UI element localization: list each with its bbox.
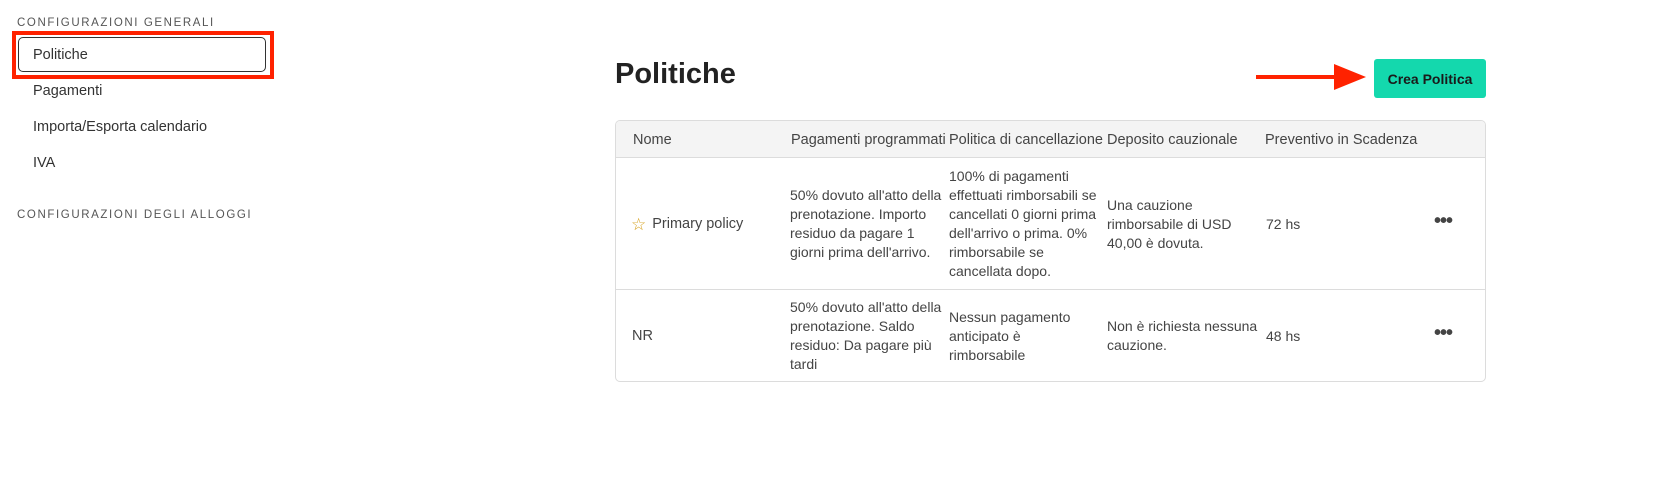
table-header bbox=[616, 121, 1485, 158]
general-settings-title: CONFIGURAZIONI GENERALI bbox=[17, 17, 215, 29]
sidebar-item-importa-esporta[interactable]: Importa/Esporta calendario bbox=[33, 119, 208, 135]
header-pagamenti-programmati[interactable]: Pagamenti programmati bbox=[791, 132, 946, 148]
star-icon[interactable]: ☆ bbox=[631, 214, 647, 234]
cancellation-cell: 100% di pagamenti effettuati rimborsabili se cancellati 0 giorni prima dell'arrivo o prima. 0% rimborsabile se cancellata dopo. bbox=[949, 168, 1097, 279]
sidebar-item-politiche[interactable]: Politiche bbox=[33, 47, 88, 63]
header-preventivo-scadenza[interactable]: Preventivo in Scadenza bbox=[1265, 132, 1418, 148]
lodging-settings-title: CONFIGURAZIONI DEGLI ALLOGGI bbox=[17, 209, 253, 221]
policy-name-cell bbox=[631, 158, 786, 290]
payments-cell: 50% dovuto all'atto della prenotazione. Saldo residuo: Da pagare più tardi bbox=[790, 299, 942, 372]
create-policy-button[interactable]: Crea Politica bbox=[1374, 59, 1486, 98]
annotation-arrow-icon bbox=[1254, 61, 1369, 93]
sidebar-item-pagamenti[interactable]: Pagamenti bbox=[33, 83, 103, 99]
policy-name[interactable]: NR bbox=[632, 327, 653, 344]
page-title: Politiche bbox=[615, 58, 736, 90]
deposit-cell: Non è richiesta nessuna cauzione. bbox=[1107, 318, 1258, 353]
expiry-cell: 48 hs bbox=[1266, 327, 1301, 344]
table-row[interactable] bbox=[616, 158, 1485, 290]
deposit-cell: Una cauzione rimborsabile di USD 40,00 è dovuta. bbox=[1107, 196, 1232, 251]
policy-name[interactable]: Primary policy bbox=[652, 215, 744, 232]
header-nome[interactable]: Nome bbox=[633, 132, 672, 148]
header-politica-cancellazione[interactable]: Politica di cancellazione bbox=[949, 132, 1103, 148]
sidebar-item-iva[interactable]: IVA bbox=[33, 155, 56, 171]
more-options-icon[interactable]: ••• bbox=[1434, 210, 1453, 232]
table-row[interactable] bbox=[616, 290, 1485, 382]
payments-cell: 50% dovuto all'atto della prenotazione. Importo residuo da pagare 1 giorni prima dell'arrivo. bbox=[790, 187, 942, 260]
expiry-cell: 72 hs bbox=[1266, 215, 1301, 232]
more-options-icon[interactable]: ••• bbox=[1434, 322, 1453, 344]
policies-table bbox=[615, 120, 1486, 382]
cancellation-cell: Nessun pagamento anticipato è rimborsabile bbox=[949, 308, 1071, 363]
header-deposito-cauzionale[interactable]: Deposito cauzionale bbox=[1107, 132, 1238, 148]
